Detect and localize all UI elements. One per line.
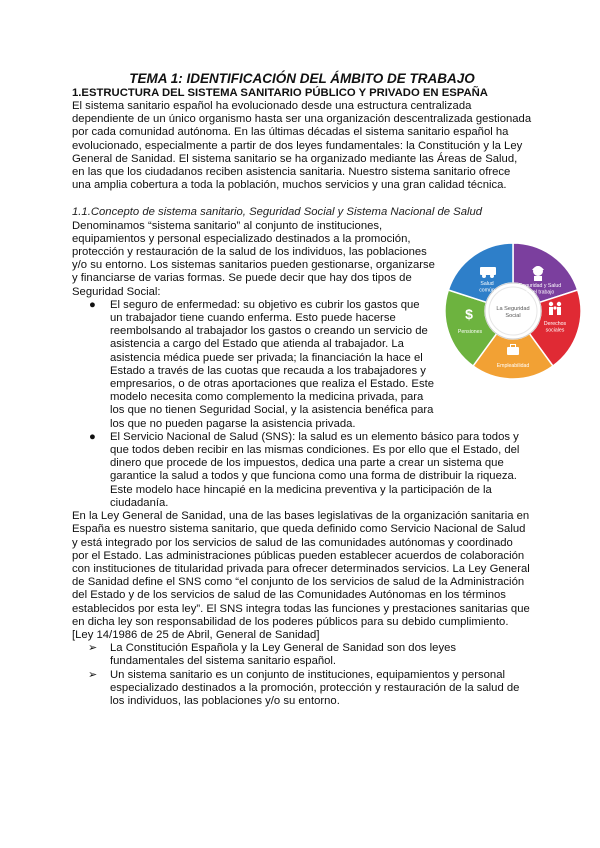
list-item: ● El seguro de enfermedad: su objetivo es cubrir los gastos que un trabajador tiene cuando enferma. Esto puede hacerse reembolsando al trabajador los gastos o creando un servicio de asistencia a cargo del Estado que atienda al trabajador. La asistencia médica puede ser privada; la financiación la hace el Estado a través de las cuotas que recauda a los trabajadores y empresarios, o de otras aportaciones que realiza el Estado. Este modelo necesita como complemento la medicina privada, para los que no tienen Seguridad Social, y la asistencia benéfica para los que no pueden pagarse la asistencia privada. (89, 298, 435, 430)
list-item: ➢ Un sistema sanitario es un conjunto de instituciones, equipamientos y personal especializado destinados a la promoción, protección y restauración de la salud de los individuos, las poblaciones y/o su entorno. (88, 668, 520, 707)
arrow-bullet-icon: ➢ (88, 668, 98, 681)
section-1-1-intro: Denominamos “sistema sanitario” al conjunto de instituciones, equipamientos y personal especializado destinados a la promoción, protección y restauración de la salud de los individuos, las poblaciones y/o su entorno. Los sistemas sanitarios pueden gestionarse, organizarse y financiarse de varias formas. Se puede decir que hay dos tipos de Seguridad Social: (72, 219, 435, 298)
section-1-1-paragraph-2: En la Ley General de Sanidad, una de las bases legislativas de la organización sanitaria en España es nuestro sistema sanitario, que queda definido como Servicio Nacional de Salud y está integrado por los servicios de salud de las comunidades autónomas y coordinado por el Estado. Las administraciones públicas pueden establecer acuerdos de colaboración con instituciones de titularidad privada para ofrecer determinados servicios. La Ley General de Sanidad define el SNS como “el conjunto de los servicios de salud de la Administración del Estado y de los servicios de salud de las Comunidades Autónomas en los términos establecidos por esta ley”. El SNS integra todas las funciones y prestaciones sanitarias que en dicha ley son responsabilidad de los poderes públicos para su debido cumplimiento. [Ley 14/1986 de 25 de Abril, General de Sanidad] (72, 510, 530, 641)
svg-text:$: $ (465, 306, 473, 322)
dollar-icon (465, 306, 473, 322)
bullet-icon: ● (89, 430, 96, 443)
wheel-segment-label: común (479, 287, 495, 294)
section-1-heading: 1.ESTRUCTURA DEL SISTEMA SANITARIO PÚBLICO Y PRIVADO EN ESPAÑA (72, 87, 488, 99)
section-1-1-heading: 1.1.Concepto de sistema sanitario, Seguridad Social y Sistema Nacional de Salud (72, 206, 483, 219)
wheel-segment-label: Pensiones (457, 329, 483, 335)
wheel-center-label-line-1: La Seguridad (496, 306, 530, 312)
arrow-bullet-icon: ➢ (88, 642, 98, 655)
wheel-segment-label: Empleabilidad (496, 363, 530, 369)
wheel-segment-label: sociales (545, 327, 565, 334)
seguridad-social-wheel (443, 241, 583, 381)
wheel-segment-label: Seguridad y Salud (518, 283, 562, 289)
list-item: ➢ La Constitución Española y la Ley General de Sanidad son dos leyes fundamentales del sistema sanitario español. (88, 642, 457, 668)
wheel-center-label-line-2: Social (505, 313, 521, 319)
arrow-list (72, 642, 532, 708)
bullet-icon: ● (89, 298, 96, 311)
wheel-segment-label: en el trabajo (525, 289, 555, 296)
document-title: TEMA 1: IDENTIFICACIÓN DEL ÁMBITO DE TRABAJO (129, 71, 475, 86)
document-page (72, 71, 532, 708)
list-item: ● El Servicio Nacional de Salud (SNS): la salud es un elemento básico para todos y que todos deben recibir en las mismas condiciones. Es por ello que el Estado, del dinero que procede de los impuestos, dedica una parte a crear un sistema que garantice la salud a todos y que funciona como una forma de distribuir la riqueza. Este modelo hace hincapié en la medicina preventiva y la participación de la ciudadanía. (89, 430, 520, 509)
section-1-body: El sistema sanitario español ha evolucionado desde una estructura centralizada dependiente de un único organismo hasta ser una organización descentralizada gestionada por cada comunidad autónoma. En las últimas décadas el sistema sanitario español ha evolucionado, especialmente a partir de dos leyes fundamentales: la Constitución y la Ley General de Sanidad. El sistema sanitario se ha organizado mediante las Áreas de Salud, en las que los ciudadanos reciben asistencia sanitaria. Nuestro sistema sanitario ofrece una amplia cobertura a toda la población, muchos servicios y una gran calidad técnica. (72, 100, 532, 192)
wheel-segment-label: Derechos (543, 321, 567, 327)
wheel-segment-label: Salud (480, 281, 494, 287)
